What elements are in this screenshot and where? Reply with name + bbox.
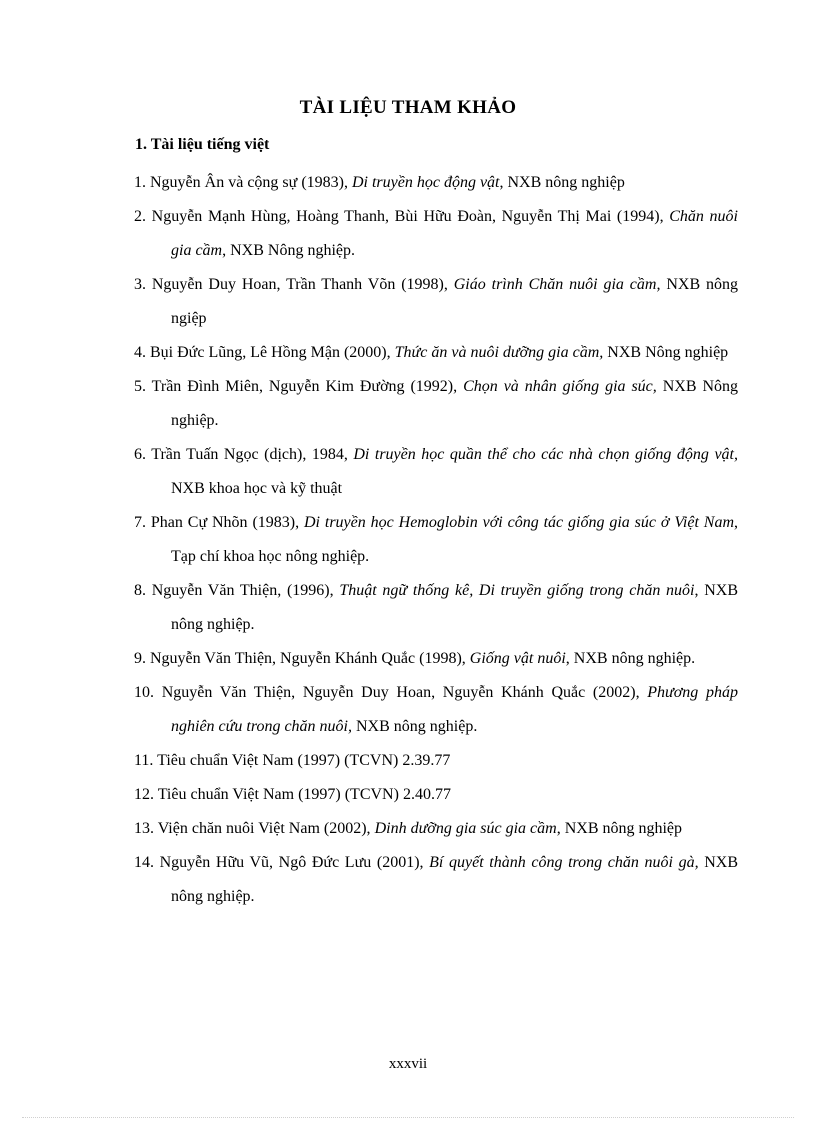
reference-item: 4. Bụi Đức Lũng, Lê Hồng Mận (2000), Thức ăn và nuôi dưỡng gia cầm, NXB Nông nghiệp <box>134 344 729 361</box>
reference-item: 5. Trần Đình Miên, Nguyễn Kim Đường (1992), Chọn và nhân giống gia súc, NXB Nông nghiệp. <box>134 378 738 429</box>
reference-item: 2. Nguyễn Mạnh Hùng, Hoàng Thanh, Bùi Hữu Đoàn, Nguyễn Thị Mai (1994), Chăn nuôi gia cầm, NXB Nông nghiệp. <box>134 208 738 259</box>
reference-item: 11. Tiêu chuẩn Việt Nam (1997) (TCVN) 2.39.77 <box>134 752 451 769</box>
reference-list <box>134 166 738 914</box>
reference-item: 1. Nguyễn Ân và cộng sự (1983), Di truyền học động vật, NXB nông nghiệp <box>134 174 625 191</box>
page-number: xxxvii <box>388 1056 428 1072</box>
section-heading: 1. Tài liệu tiếng việt <box>135 136 270 153</box>
reference-item: 13. Viện chăn nuôi Việt Nam (2002), Dinh dưỡng gia súc gia cầm, NXB nông nghiệp <box>134 820 683 837</box>
reference-item: 6. Trần Tuấn Ngọc (dịch), 1984, Di truyền học quần thể cho các nhà chọn giống động vật, NXB khoa học và kỹ thuật <box>134 446 739 497</box>
reference-item: 8. Nguyễn Văn Thiện, (1996), Thuật ngữ thống kê, Di truyền giống trong chăn nuôi, NXB nông nghiệp. <box>134 582 739 633</box>
reference-item: 9. Nguyễn Văn Thiện, Nguyễn Khánh Quắc (1998), Giống vật nuôi, NXB nông nghiệp. <box>134 650 696 667</box>
reference-item: 14. Nguyễn Hữu Vũ, Ngô Đức Lưu (2001), Bí quyết thành công trong chăn nuôi gà, NXB nông nghiệp. <box>134 854 739 905</box>
reference-item: 12. Tiêu chuẩn Việt Nam (1997) (TCVN) 2.40.77 <box>134 786 451 803</box>
page-bottom-divider <box>22 1117 794 1118</box>
reference-item: 10. Nguyễn Văn Thiện, Nguyễn Duy Hoan, Nguyễn Khánh Quắc (2002), Phương pháp nghiên cứu trong chăn nuôi, NXB nông nghiệp. <box>134 684 738 735</box>
reference-item: 7. Phan Cự Nhõn (1983), Di truyền học Hemoglobin với công tác giống gia súc ở Việt Nam, Tạp chí khoa học nông nghiệp. <box>134 514 739 565</box>
page-title: TÀI LIỆU THAM KHẢO <box>299 97 517 118</box>
reference-item: 3. Nguyễn Duy Hoan, Trần Thanh Võn (1998), Giáo trình Chăn nuôi gia cầm, NXB nông ngiệp <box>134 276 739 327</box>
